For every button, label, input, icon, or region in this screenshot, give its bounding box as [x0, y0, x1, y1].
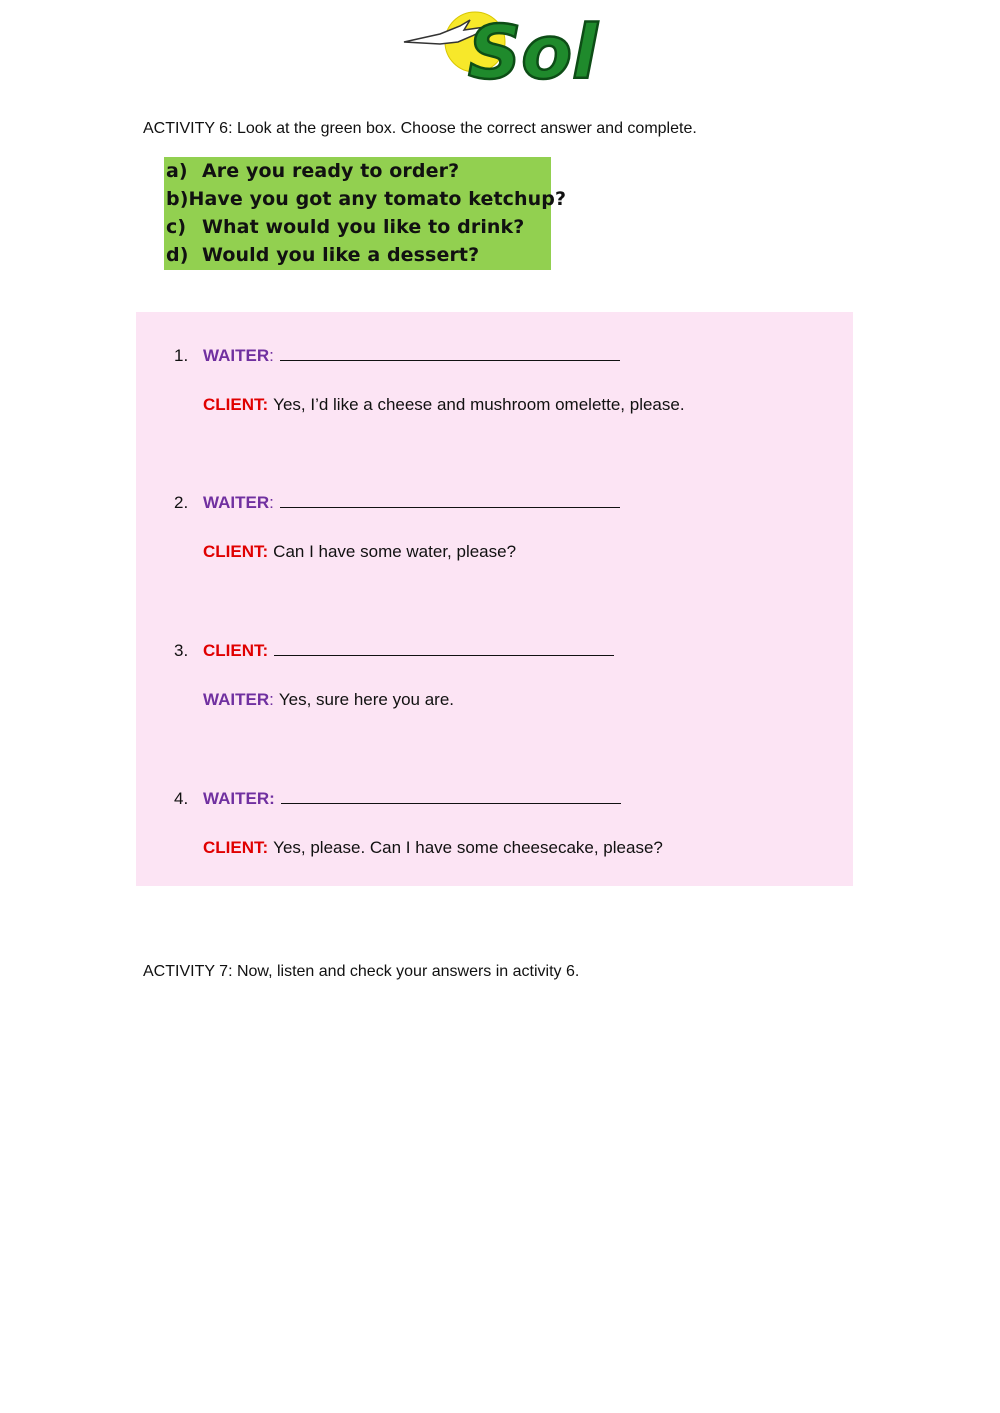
speaker-label: CLIENT:	[203, 542, 269, 561]
option-b	[164, 185, 567, 213]
dialogue-second-line	[174, 395, 834, 419]
speaker-label: WAITER:	[203, 789, 275, 808]
dialogue-item-4	[174, 789, 834, 862]
dialogue-item-3	[174, 641, 834, 714]
response-text: Yes, sure here you are.	[278, 690, 454, 709]
dialogue-second-line	[174, 690, 834, 714]
speaker-label: WAITER	[203, 493, 270, 512]
option-c	[164, 213, 551, 241]
item-number: 2.	[174, 493, 189, 512]
option-letter: c)	[166, 216, 187, 238]
activity7-instruction: ACTIVITY 7: Now, listen and check your answers in activity 6.	[143, 963, 580, 980]
option-letter: b)	[166, 188, 189, 210]
speaker-label: CLIENT:	[203, 395, 269, 414]
option-text: Have you got any tomato ketchup?	[188, 188, 567, 210]
response-text: Can I have some water, please?	[273, 542, 517, 561]
dialogue-first-line	[174, 789, 834, 813]
response-text: Yes, I’d like a cheese and mushroom omelette, please.	[273, 395, 685, 414]
speaker-colon: :	[269, 690, 274, 709]
activity6-instruction: ACTIVITY 6: Look at the green box. Choose the correct answer and complete.	[143, 120, 697, 137]
item-number: 4.	[174, 789, 189, 808]
speaker-colon: :	[269, 346, 274, 365]
option-letter: a)	[166, 160, 188, 182]
dialogue-box	[136, 312, 853, 886]
option-text: Are you ready to order?	[202, 160, 460, 182]
dialogue-first-line	[174, 346, 834, 370]
option-letter: d)	[166, 244, 189, 266]
option-d	[164, 241, 551, 269]
option-text: What would you like to drink?	[202, 216, 525, 238]
dialogue-first-line	[174, 641, 834, 665]
speaker-label: CLIENT:	[203, 838, 269, 857]
sol-logo	[400, 4, 600, 94]
speaker-label: WAITER	[203, 690, 270, 709]
option-text: Would you like a dessert?	[202, 244, 480, 266]
response-text: Yes, please. Can I have some cheesecake, please?	[273, 838, 663, 857]
speaker-label: CLIENT:	[203, 641, 269, 660]
item-number: 3.	[174, 641, 189, 660]
dialogue-item-1	[174, 346, 834, 419]
dialogue-item-2	[174, 493, 834, 566]
speaker-colon: :	[269, 493, 274, 512]
green-answer-box	[164, 157, 567, 270]
answer-blank[interactable]	[274, 641, 614, 656]
item-number: 1.	[174, 346, 189, 365]
option-a	[164, 157, 551, 185]
answer-blank[interactable]	[280, 493, 620, 508]
answer-blank[interactable]	[280, 346, 620, 361]
dialogue-second-line	[174, 542, 834, 566]
answer-blank[interactable]	[281, 789, 621, 804]
dialogue-first-line	[174, 493, 834, 517]
speaker-label: WAITER	[203, 346, 270, 365]
dialogue-second-line	[174, 838, 834, 862]
logo-text: Sol	[468, 10, 598, 94]
